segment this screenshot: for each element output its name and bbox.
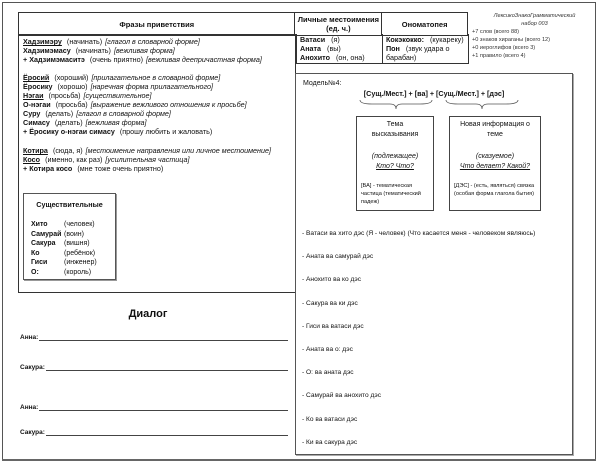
pronoun-word: Анохито [300,53,330,62]
dialog-speaker: Сакура: [20,364,45,371]
rheme-heading [450,120,540,140]
phrase-line [23,100,247,109]
phrase-line [23,82,213,91]
noun-gloss: (король) [64,268,92,276]
dialog-answer-blank[interactable] [39,403,288,411]
phrase-line [23,146,271,155]
phrase-word: Хадзимэру [23,37,62,46]
theme-note: [ВА] - тематическая частица (тематический падеж) [361,183,421,205]
noun-item [31,220,95,229]
noun-item [31,258,97,267]
noun-word: Сакура [31,240,56,247]
phrase-gloss: (хорошо) [57,82,88,91]
example-sentence: - Ки ва сакура дэс [302,438,358,446]
phrase-gloss: (мне тоже очень приятно) [77,164,164,173]
phrase-gloss: (начинать) [66,37,103,46]
dialog-line[interactable] [20,403,288,411]
rheme-role-text: (сказуемое) [475,153,515,160]
phrase-gloss: (просьба) [55,100,88,109]
pronoun-item [300,44,341,53]
onomatopoeia-item [386,44,450,53]
pronoun-item [300,53,365,62]
onomatopoeia-gloss: (звук удара о [405,44,450,53]
onomatopoeia-gloss: (кукарекy) [430,35,464,44]
onomatopoeia-item [386,53,416,62]
phrase-gloss: (именно, как раз) [45,155,103,164]
model-formula: [Сущ./Мест.] + [ва] + [Сущ./Мест.] + [дэс] [363,89,505,98]
noun-word: Самурай [31,230,62,238]
phrase-gloss: (хороший) [54,73,89,82]
phrase-gloss: (сюда, я) [52,146,83,155]
noun-gloss: (воин) [64,230,84,238]
example-sentence: - Ко ва ватаси дэс [302,415,358,423]
phrase-note: [вежливая форма] [113,46,175,55]
pronouns-panel [296,34,383,64]
noun-word: Гиси [31,259,48,266]
dialog-answer-blank[interactable] [46,428,288,436]
pronoun-item [300,35,340,44]
rheme-heading-line: Новая информация о [460,121,530,128]
phrase-note: [вежливая форма] [85,118,147,127]
phrases-header: Фразы приветствия [19,13,295,36]
phrase-word: + Хадзимэмаситэ [23,55,85,64]
onomatopoeia-gloss: барабан) [386,53,417,62]
set-info-subtitle: набор 003 [521,21,548,27]
example-sentence: - Гиси ва ватаси дэс [302,322,364,330]
phrase-line [23,164,163,173]
example-sentence: - Сакура ва ки дэс [302,299,358,307]
phrase-line [23,109,171,118]
set-info [472,12,597,60]
set-info-line: +0 знаков хираганы (всего 12) [472,37,551,43]
phrase-gloss: (очень приятно) [89,55,143,64]
theme-heading-line: высказывания [371,131,419,138]
pronoun-word: Ватаси [300,35,326,44]
nouns-title: Существительные [36,200,103,209]
noun-gloss: (ребёнок) [64,249,96,257]
onomatopoeia-word: Пон [386,44,400,53]
phrase-word: Нэгаи [23,91,44,100]
rheme-note: [ДЭС] - (есть, являться) связка (особая форма глагола бытия) [454,183,535,197]
dialog-title: Диалог [128,308,168,320]
bottom-divider [2,459,596,461]
phrase-line [23,91,152,100]
phrase-line [23,37,200,46]
left-brace-icon [358,99,434,111]
phrase-line [23,46,175,55]
phrase-word: Ёросий [23,73,50,82]
phrase-note: [вежливая деепричастная форма] [146,55,262,64]
pronoun-gloss: (я) [331,35,340,44]
noun-item [31,239,90,248]
theme-box [356,116,434,211]
theme-role [357,152,433,172]
rheme-role [450,152,540,172]
theme-role-text: (подлежащее) [371,153,419,160]
phrase-note: [глагол в словарной форме] [76,109,171,118]
phrase-gloss: (начинать) [75,46,111,55]
dialog-speaker: Анна: [20,334,39,341]
onomatopoeia-panel [383,34,469,64]
example-sentence: - Ватаси ва хито дэс (Я - человек) (Что касается меня - человеком являюсь) [302,230,536,237]
noun-item [31,249,95,258]
dialog-line[interactable] [20,428,288,436]
phrase-line [23,55,262,64]
phrase-word: Ёросику [23,82,53,91]
noun-word: Ко [31,249,40,257]
phrase-line [23,127,212,136]
set-info-line: +7 слов (всего 88) [472,29,520,35]
phrase-word: Хадзимэмасу [23,46,71,55]
right-brace-icon [444,99,520,111]
noun-item [31,268,91,277]
example-sentence: - О: ва аната дэс [302,369,354,377]
model-label: Модель№4: [303,80,342,87]
phrase-word: Косо [23,155,41,164]
phrase-word: Симасу [23,118,50,127]
rheme-question: Что делает? Какой? [459,163,531,170]
phrase-note: [выражение вежливого отношения к просьбе] [90,100,247,109]
phrase-note: [местоимение направления или личное местоимение] [85,146,271,155]
pronoun-word: Аната [300,44,322,53]
noun-gloss: (вишня) [64,240,90,247]
phrase-gloss: (прошу любить и жаловать) [119,127,213,136]
phrase-line [23,155,190,164]
dialog-speaker: Сакура: [20,429,45,436]
phrase-word: + Ёросику о-нэгаи симасу [23,127,115,136]
dialog-answer-blank[interactable] [39,333,288,341]
noun-gloss: (человек) [64,221,95,228]
nouns-box [23,193,116,280]
theme-heading-line: Тема [386,121,404,128]
set-info-line: +0 иероглифов (всего 3) [472,45,536,51]
model-panel [295,73,573,455]
phrase-line [23,73,220,82]
example-sentence: - Аната ва о: дэс [302,346,353,353]
example-sentence: - Аната ва самурай дэс [302,253,374,261]
phrase-gloss: (делать) [45,109,74,118]
phrase-word: Суру [23,109,41,118]
dialog-line[interactable] [20,363,288,371]
rheme-heading-line: теме [487,131,503,138]
example-sentence: - Самурай ва анохито дэс [302,392,382,400]
phrase-note: [прилагательное в словарной форме] [91,73,221,82]
phrase-note: [наречная форма прилагательного] [90,82,213,91]
onomatopoeia-item [386,35,464,44]
noun-word: О: [31,268,39,276]
phrase-word: Котира [23,146,48,155]
phrase-line [23,118,147,127]
pronoun-gloss: (вы) [327,44,341,53]
phrase-gloss: (делать) [54,118,83,127]
set-info-title: ЛексикоЗнакоГрамматический [493,13,576,19]
dialog-speaker: Анна: [20,404,39,411]
header-table [18,12,468,36]
phrase-word: + Котира косо [23,164,73,173]
noun-word: Хито [31,221,48,228]
phrase-word: О-нэгаи [23,100,51,109]
noun-item [31,230,84,239]
phrase-note: [существительное] [83,91,152,100]
pronoun-gloss: (он, она) [335,53,365,62]
phrase-note: [усилительная частица] [105,155,190,164]
pronouns-header: Личные местоимения (ед. ч.) [295,13,382,36]
example-sentence: - Анохито ва ко дэс [302,276,362,284]
set-info-line: +1 правило (всего 4) [472,53,526,59]
theme-question: Кто? Что? [376,163,414,170]
dialog-line[interactable] [20,333,288,341]
dialog-answer-blank[interactable] [46,363,288,371]
phrase-gloss: (просьба) [48,91,81,100]
theme-heading [357,120,433,140]
noun-gloss: (инженер) [64,259,97,266]
phrase-note: [глагол в словарной форме] [105,37,200,46]
onomatopoeia-word: Кокэкокко: [386,35,425,44]
onomatopoeia-header: Ономатопея [382,13,468,36]
rheme-box [449,116,541,211]
